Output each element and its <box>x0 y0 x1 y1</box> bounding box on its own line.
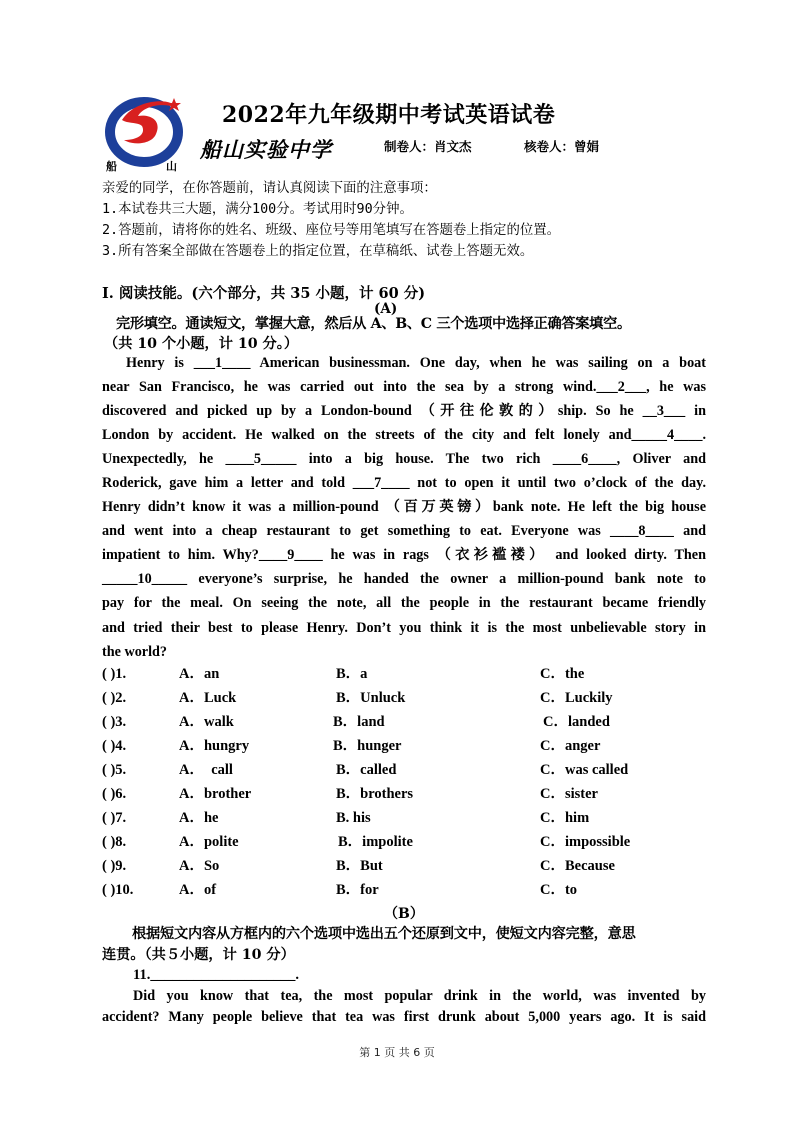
instruction-line: 连贯。（共５小题，计 10 分） <box>102 947 295 963</box>
passage-line: Henry is ___1____ American businessman. One day, when he was sailing on a boat <box>126 355 706 371</box>
question-list <box>102 662 722 902</box>
option-b: B. his <box>336 810 371 827</box>
option-b: B．brothers <box>336 786 414 803</box>
passage-line: and tried their best to please Henry. Don’t you think it is the most unbelievable story in <box>102 619 706 636</box>
question-number[interactable]: ( )1. <box>102 666 127 682</box>
part-a-instruction <box>104 314 724 354</box>
option-c: C．landed <box>543 714 610 731</box>
question-number[interactable]: ( )6. <box>102 786 127 803</box>
question-number[interactable]: ( )8. <box>102 834 127 851</box>
option-b: B．hunger <box>333 738 402 755</box>
question-number[interactable]: ( )10. <box>102 882 134 899</box>
section-heading: I. 阅读技能。(六个部分，共 35 小题，计 60 分) <box>102 285 426 302</box>
passage-line: Roderick, gave him a letter and told ___7____ not to open it until two o’clock of the day. <box>102 475 706 492</box>
option-c: C．him <box>540 810 590 827</box>
passage-line: Unexpectedly, he ____5_____ into a big house. The two rich ____6____, Oliver and <box>102 451 706 468</box>
question-row <box>102 806 722 830</box>
notice-block <box>102 178 722 262</box>
option-b: B．land <box>333 714 385 731</box>
question-row <box>102 758 722 782</box>
question-row <box>102 830 722 854</box>
page-footer: 第 1 页 共 6 页 <box>359 1046 435 1059</box>
passage-line: Did you know that tea, the most popular drink in the world, was invented by <box>133 988 706 1004</box>
question-row <box>102 854 722 878</box>
notice-item: 1.本试卷共三大题，满分100分。考试用时90分钟。 <box>102 202 413 217</box>
option-a: A．he <box>179 810 219 827</box>
question-row <box>102 710 722 734</box>
question-row <box>102 662 722 686</box>
exam-title: 2022年九年级期中考试英语试卷 <box>222 102 556 128</box>
question-number[interactable]: ( )3. <box>102 714 127 731</box>
option-c: C．Because <box>540 858 615 875</box>
question-row <box>102 686 722 710</box>
school-logo-icon <box>104 94 190 174</box>
passage-line: pay for the meal. On seeing the note, all the people in the restaurant became friendly <box>102 595 706 612</box>
option-c: C．Luckily <box>540 690 613 707</box>
cloze-passage <box>102 351 706 664</box>
passage-line: the world? <box>102 643 168 660</box>
option-b: B．called <box>336 762 397 779</box>
option-a: A． call <box>179 762 233 779</box>
option-c: C．was called <box>540 762 629 779</box>
passage-line: discovered and picked up by a London-bound （开往伦敦的）ship. So he __3___ in <box>102 403 706 420</box>
option-c: C．impossible <box>540 834 631 851</box>
passage-line: near San Francisco, he was carried out into the sea by a strong wind.___2___, he was <box>102 379 706 396</box>
part-b-instruction <box>102 924 706 966</box>
svg-text:船: 船 <box>106 160 117 173</box>
option-c: C．to <box>540 882 578 899</box>
passage-line: and went into a cheap restaurant to get something to eat. Everyone was ____8____ and <box>102 523 706 540</box>
option-a: A．polite <box>179 834 239 851</box>
option-a: A．hungry <box>179 738 250 755</box>
notice-item: 2.答题前，请将你的姓名、班级、座位号等用笔填写在答题卷上指定的位置。 <box>102 223 561 238</box>
svg-text:山: 山 <box>166 160 177 173</box>
passage-b <box>102 986 706 1028</box>
school-name: 船山实验中学 <box>200 137 332 162</box>
option-b: B．Unluck <box>336 690 406 707</box>
paper-checker: 核卷人：曾娟 <box>524 139 600 154</box>
option-c: C．anger <box>540 738 601 755</box>
question-row <box>102 782 722 806</box>
option-c: C．sister <box>540 786 598 803</box>
notice-item: 3.所有答案全部做在答题卷上的指定位置，在草稿纸、试卷上答题无效。 <box>102 244 534 259</box>
question-11-blank[interactable]: 11.____________________. <box>133 967 299 983</box>
paper-maker: 制卷人：肖文杰 <box>384 139 472 154</box>
instruction-line: 根据短文内容从方框内的六个选项中选出五个还原到文中，使短文内容完整，意思 <box>132 926 636 942</box>
passage-line: accident? Many people believe that tea was first drunk about 5,000 years ago. It is said <box>102 1009 706 1025</box>
question-number[interactable]: ( )5. <box>102 762 127 779</box>
option-a: A．an <box>179 666 220 682</box>
question-number[interactable]: ( )2. <box>102 690 127 707</box>
option-b: B．impolite <box>338 834 413 851</box>
question-number[interactable]: ( )7. <box>102 810 127 827</box>
passage-line: Henry didn’t know it was a million-pound （百万英镑）bank note. He left the big house <box>102 499 706 516</box>
option-a: A．brother <box>179 786 252 803</box>
question-row <box>102 878 722 902</box>
question-number[interactable]: ( )9. <box>102 858 127 875</box>
option-a: A．walk <box>179 714 234 731</box>
notice-intro: 亲爱的同学，在你答题前，请认真阅读下面的注意事项： <box>102 181 437 196</box>
option-a: A．So <box>179 858 220 875</box>
option-a: A．Luck <box>179 690 237 707</box>
question-number[interactable]: ( )4. <box>102 738 127 755</box>
option-b: B．But <box>336 858 383 875</box>
part-b-label: （B） <box>384 906 424 922</box>
instruction-line: （共 10 个小题，计 10 分。） <box>104 336 299 352</box>
passage-line: impatient to him. Why?____9____ he was in rags （衣衫褴褛） and looked dirty. Then <box>102 547 706 564</box>
part-a-label: (A) <box>374 301 398 317</box>
option-b: B．for <box>336 882 379 899</box>
passage-line: _____10_____ everyone’s surprise, he handed the owner a million-pound bank note to <box>102 571 706 588</box>
instruction-line: 完形填空。通读短文，掌握大意，然后从 A、B、C 三个选项中选择正确答案填空。 <box>116 316 631 332</box>
option-a: A．of <box>179 882 217 899</box>
question-row <box>102 734 722 758</box>
passage-line: London by accident. He walked on the streets of the city and felt lonely and_____4____. <box>102 427 706 444</box>
option-c: C．the <box>540 666 585 682</box>
option-b: B．a <box>336 666 368 682</box>
